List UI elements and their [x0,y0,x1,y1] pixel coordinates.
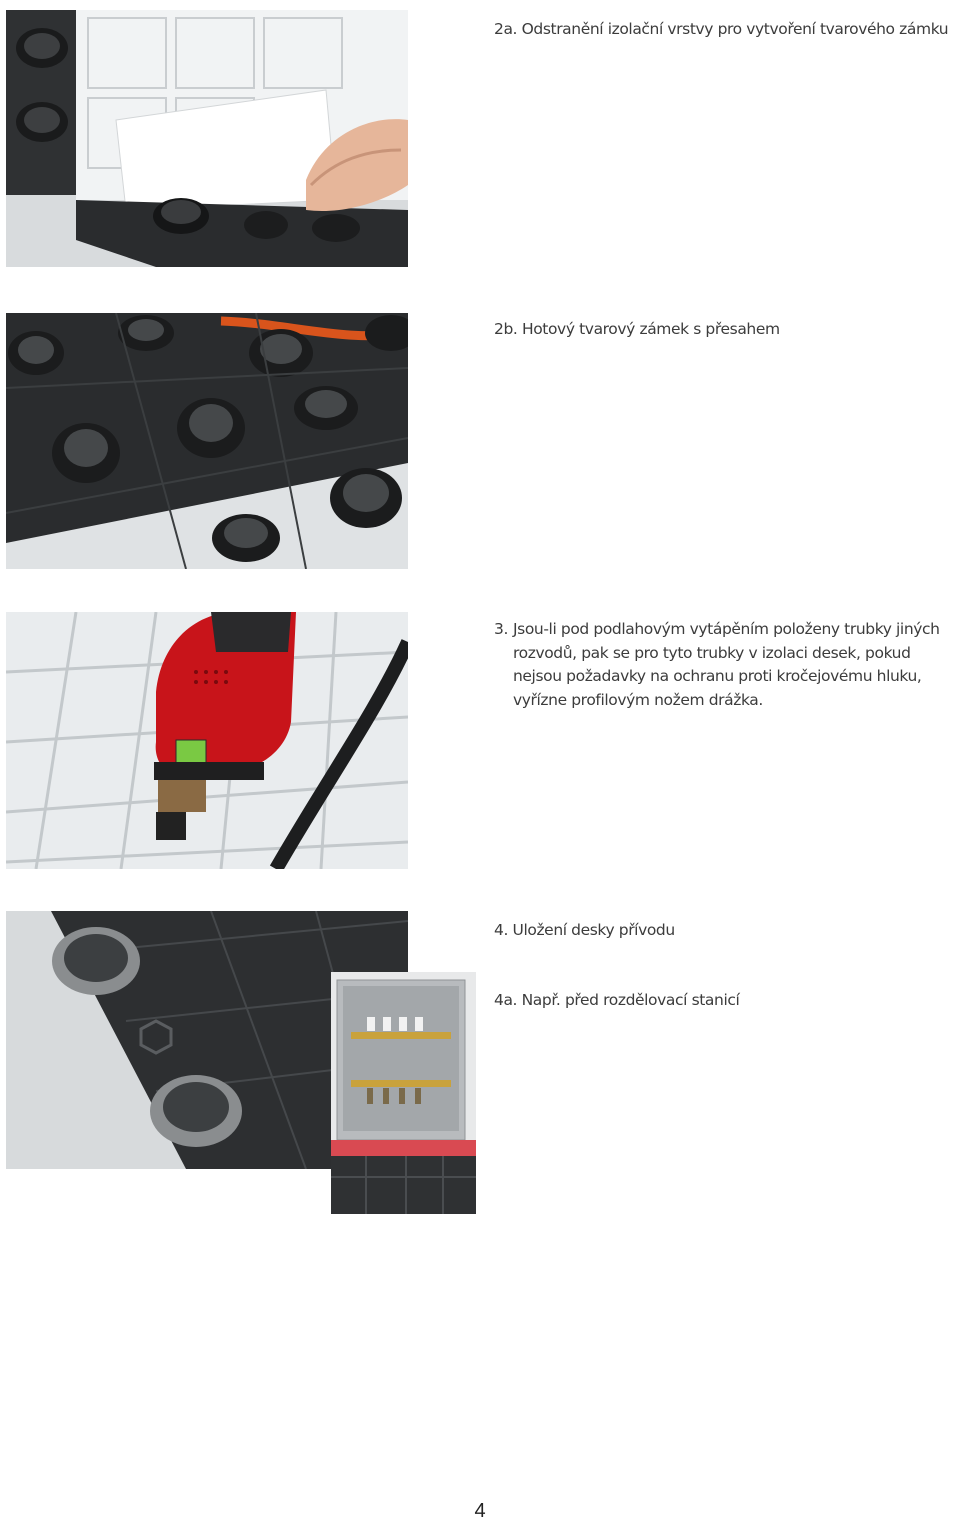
step-3-number: 3. [494,620,508,638]
caption-step-4: 4. Uložení desky přívodu [494,921,675,939]
caption-step-2a: 2a. Odstranění izolační vrstvy pro vytvoření tvarového zámku [494,20,949,38]
caption-step-2b: 2b. Hotový tvarový zámek s přesahem [494,320,780,338]
photo-2b-form-lock [6,313,408,569]
step-3-text: Jsou-li pod podlahovým vytápěním položeny trubky jiných rozvodů, pak se pro tyto trubky v izolaci desek, pokud nejsou požadavky na ochranu proti kročejovému hluku, vyřízne profilovým nožem drážka. [513,620,940,709]
photo-4a-distribution-cabinet [331,972,476,1214]
page-number: 4 [474,1500,486,1522]
photo-2a-removing-insulation [6,10,408,267]
caption-step-3 [494,618,956,712]
caption-step-4a: 4a. Např. před rozdělovací stanicí [494,991,740,1009]
photo-3-profile-knife [6,612,408,869]
